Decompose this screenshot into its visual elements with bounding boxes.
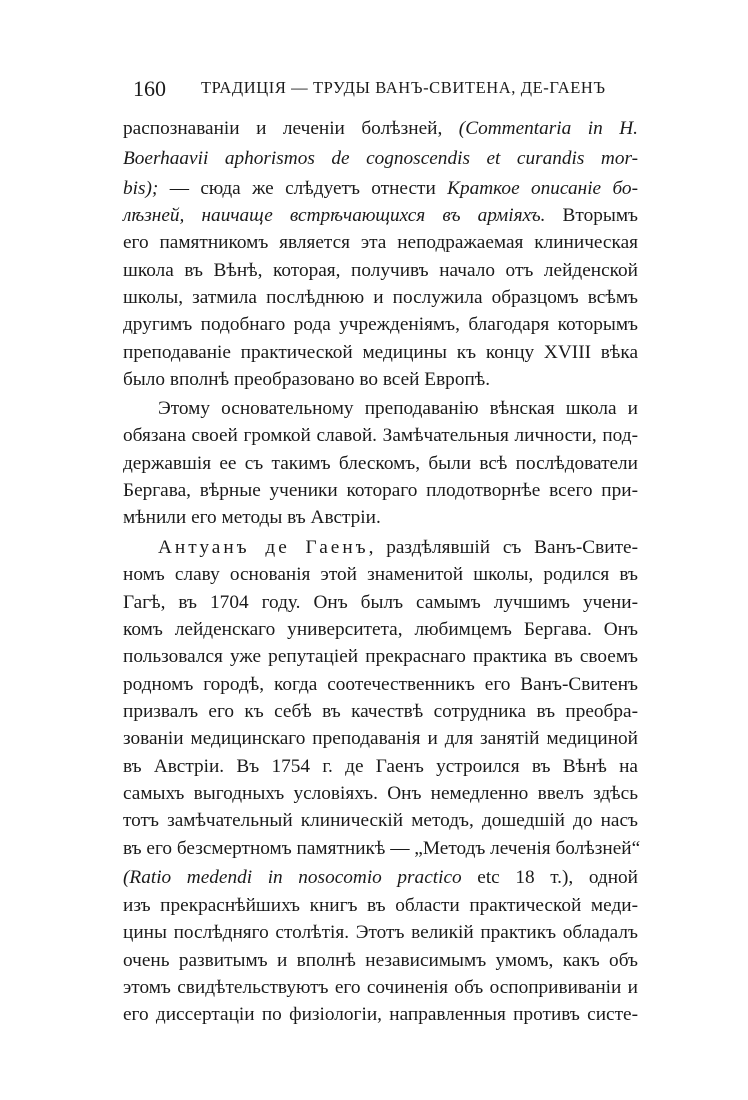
text-line: Бергава, вѣрные ученики котораго плодотворнѣе всего при- <box>123 480 638 501</box>
text-line: (Ratio medendi in nosocomio practico etc 18 т.), одной <box>123 867 638 888</box>
page-number: 160 <box>133 76 166 101</box>
text-line: самыхъ выгодныхъ условіяхъ. Онъ немедленно ввелъ здѣсь <box>123 783 638 804</box>
text-line: лѣзней, наичаще встрѣчающихся въ арміяхъ. Вторымъ <box>123 205 638 226</box>
text-line: bis); — сюда же слѣдуетъ отнести Краткое описаніе бо- <box>123 178 638 199</box>
text-line: въ его безсмертномъ памятникѣ — „Методъ леченія болѣзней“ <box>123 838 641 859</box>
text-line: Boerhaavii aphorismos de cognoscendis et curandis mor- <box>123 148 638 169</box>
text-line: было вполнѣ преобразовано во всей Европѣ. <box>123 369 491 390</box>
text-line: другимъ подобнаго рода учрежденіямъ, благодаря которымъ <box>123 314 638 335</box>
text-line: его памятникомъ является эта неподражаемая клиническая <box>123 232 638 253</box>
text-line: мѣнили его методы въ Австріи. <box>123 507 381 528</box>
text-line: тотъ замѣчательный клиническій методъ, дошедшій до насъ <box>123 810 638 831</box>
text-line: Этому основательному преподаванію вѣнская школа и <box>158 398 638 419</box>
text-line: школы, затмила послѣднюю и послужила образцомъ всѣмъ <box>123 287 638 308</box>
text-line: Антуанъ де Гаенъ, раздѣлявшій съ Ванъ-Свите- <box>158 537 638 558</box>
text-line: обязана своей громкой славой. Замѣчательныя личности, под- <box>123 425 638 446</box>
text-line: цины послѣдняго столѣтія. Этотъ великій практикъ обладалъ <box>123 922 638 943</box>
text-line: школа въ Вѣнѣ, которая, получивъ начало отъ лейденской <box>123 260 638 281</box>
text-line: распознаваніи и леченіи болѣзней, (Commentaria in H. <box>123 118 639 139</box>
text-line: зованіи медицинскаго преподаванія и для занятій медициной <box>123 728 638 749</box>
text-line: призвалъ его къ себѣ въ качествѣ сотрудника въ преобра- <box>123 701 638 722</box>
text-line: очень развитымъ и вполнѣ независимымъ умомъ, какъ объ <box>123 950 638 971</box>
text-line: номъ славу основанія этой знаменитой школы, родился въ <box>123 564 638 585</box>
text-line: этомъ свидѣтельствуютъ его сочиненія объ оспопрививаніи и <box>123 977 638 998</box>
text-line: Гагѣ, въ 1704 году. Онъ былъ самымъ лучшимъ учени- <box>123 592 638 613</box>
page-header <box>133 76 633 104</box>
text-line: пользовался уже репутаціей прекраснаго практика въ своемъ <box>123 646 638 667</box>
text-line: комъ лейденскаго университета, любимцемъ Бергава. Онъ <box>123 619 638 640</box>
text-line: преподаваніе практической медицины къ концу XVIII вѣка <box>123 342 638 363</box>
text-line: державшія ее съ такимъ блескомъ, были всѣ послѣдователи <box>123 453 638 474</box>
text-line: въ Австріи. Въ 1754 г. де Гаенъ устроился въ Вѣнѣ на <box>123 756 638 777</box>
text-line: родномъ городѣ, когда соотечественникъ его Ванъ-Свитенъ <box>123 674 638 695</box>
text-line: изъ прекраснѣйшихъ книгъ въ области практической меди- <box>123 895 638 916</box>
text-line: его диссертаціи по физіологіи, направленныя противъ систе- <box>123 1004 638 1025</box>
running-title: ТРАДИЦІЯ — ТРУДЫ ВАНЪ-СВИТЕНА, ДЕ-ГАЕНЪ <box>201 78 606 97</box>
